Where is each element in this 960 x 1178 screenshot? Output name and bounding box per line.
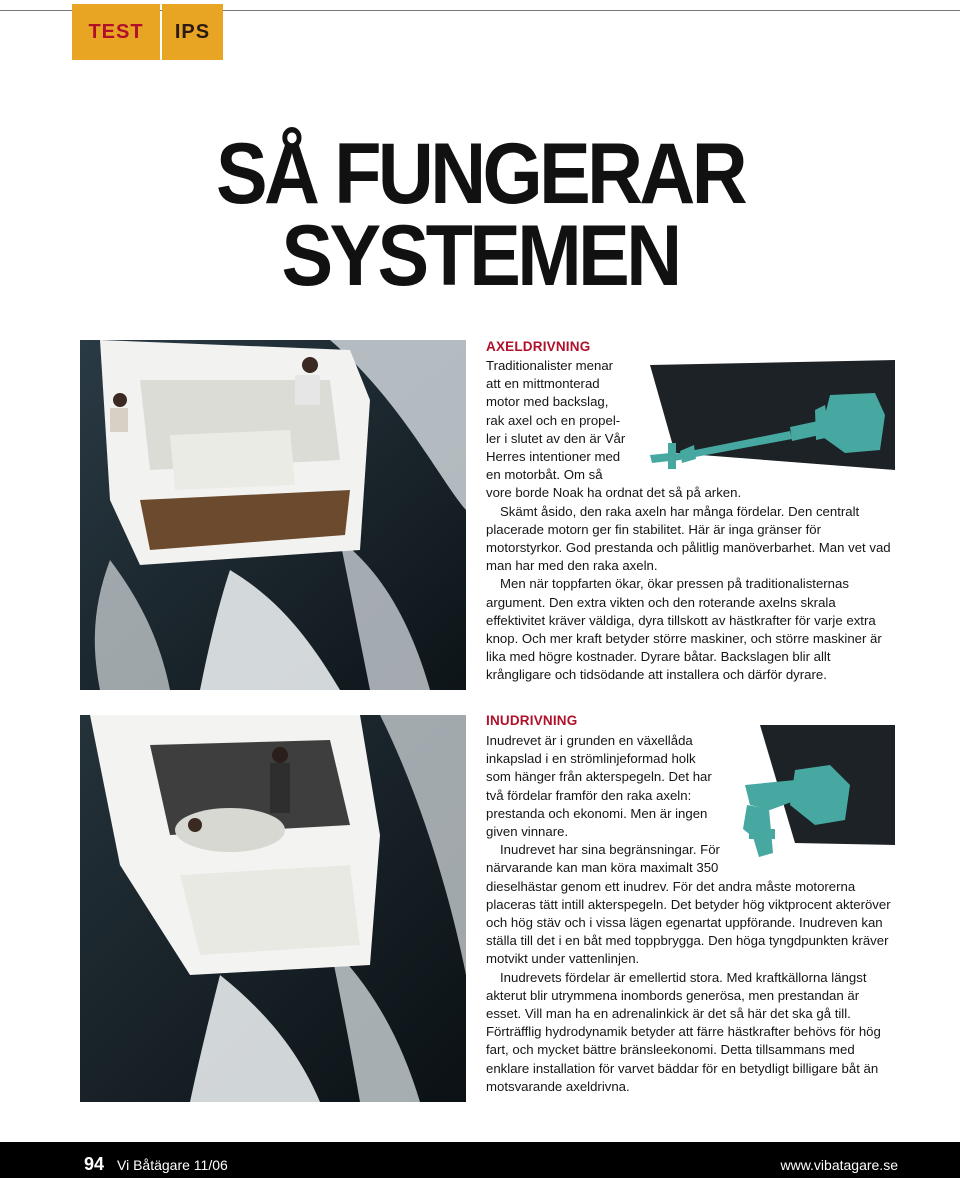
text-line: motor med backslag,: [486, 394, 609, 410]
text-line: att en mittmonterad: [486, 376, 600, 392]
paragraph: Men när toppfarten ökar, ökar pressen på traditionalisternas argument. Den extra vikten och den roterande axelns skrala effektivitet kräver väldiga, dyra tillskott av hästkrafter för varje extra knop. Och mer kraft betyder större maskiner, och större maskiner är lika med högre kostnader. Dyrare båtar. Backslagen blir allt krångligare och tidsödande att installera och därför dyrare.: [486, 576, 882, 683]
text-line: Traditionalister menar: [486, 358, 614, 373]
text-line: Inudrevet har sina begränsningar. För: [500, 842, 720, 858]
text-line: en motorbåt. Om så: [486, 467, 603, 483]
paragraph: [486, 841, 896, 968]
section-body-inudrivning: [486, 732, 896, 1096]
section-tag-test: TEST: [72, 4, 160, 60]
headline-line-1: SÅ FUNGERAR: [215, 126, 745, 222]
section-body-axeldrivning: [486, 357, 896, 685]
text-line: ler i slutet av den är Vår: [486, 430, 626, 446]
text-line: Inudrevet är i grunden en växellåda: [486, 733, 693, 748]
text-line: Herres intentioner med: [486, 449, 621, 465]
boat-photo-shaft-drive: [80, 340, 466, 690]
paragraph: [486, 357, 896, 503]
boat-photo-stern-drive: [80, 715, 466, 1102]
text-line: inkapslad i en strömlinjeformad holk: [486, 751, 696, 767]
text-line: dieselhästar genom ett inudrev. För det andra måste motorerna placeras tätt intill akterspegeln. Det betyder hög viktprocent akteröver och hög stäv och i vissa lägen egenartat uppförande. Inudreven kan ställa till det i en båt med toppbrygga. Den höga tyngdpunkten kräver motvikt under vattenlinjen.: [486, 878, 891, 967]
paragraph: [486, 732, 896, 841]
section-tag-ips: IPS: [162, 4, 223, 60]
text-line: prestanda och ekonomi. Men är ingen: [486, 805, 708, 821]
section-heading-inudrivning: INUDRIVNING: [486, 713, 578, 728]
text-line: två fördelar framför den raka axeln:: [486, 787, 692, 803]
headline-line-2: SYSTEMEN: [281, 208, 679, 304]
section-heading-axeldrivning: AXELDRIVNING: [486, 339, 591, 354]
text-line: rak axel och en propel-: [486, 412, 621, 428]
website-link[interactable]: www.vibatagare.se: [780, 1157, 898, 1173]
text-line: som hänger från akterspegeln. Det har: [486, 769, 712, 785]
page-footer: [0, 1142, 960, 1178]
page-number: 94: [84, 1154, 105, 1174]
text-line: vore borde Noak ha ordnat det så på arken.: [486, 485, 742, 501]
text-line: närvarande kan man köra maximalt 350: [486, 860, 719, 876]
paragraph: Inudrevets fördelar är emellertid stora. Med kraftkällorna längst akterut blir utrymmena inombords generösa, men prestandan är esset. Vill man ha en adrenalinkick är det så här det ska gå till. Förträfflig hydrodynamik betyder att färre hästkrafter behövs för hög fart, och mycket bättre bränsleekonomi. Detta tillsammans med enklare installation för varvet bäddar för en betydligt billigare båt än motsvarande axeldrivna.: [486, 969, 881, 1094]
text-line: given vinnare.: [486, 824, 569, 840]
magazine-issue: Vi Båtägare 11/06: [117, 1157, 228, 1173]
paragraph: Skämt åsido, den raka axeln har många fördelar. Den centralt placerade motorn ger fin stabilitet. Här är inga gränser för motorstyrkor. God prestanda och pålitlig manöverbarhet. Man vet vad man har med den raka axeln.: [486, 503, 891, 574]
